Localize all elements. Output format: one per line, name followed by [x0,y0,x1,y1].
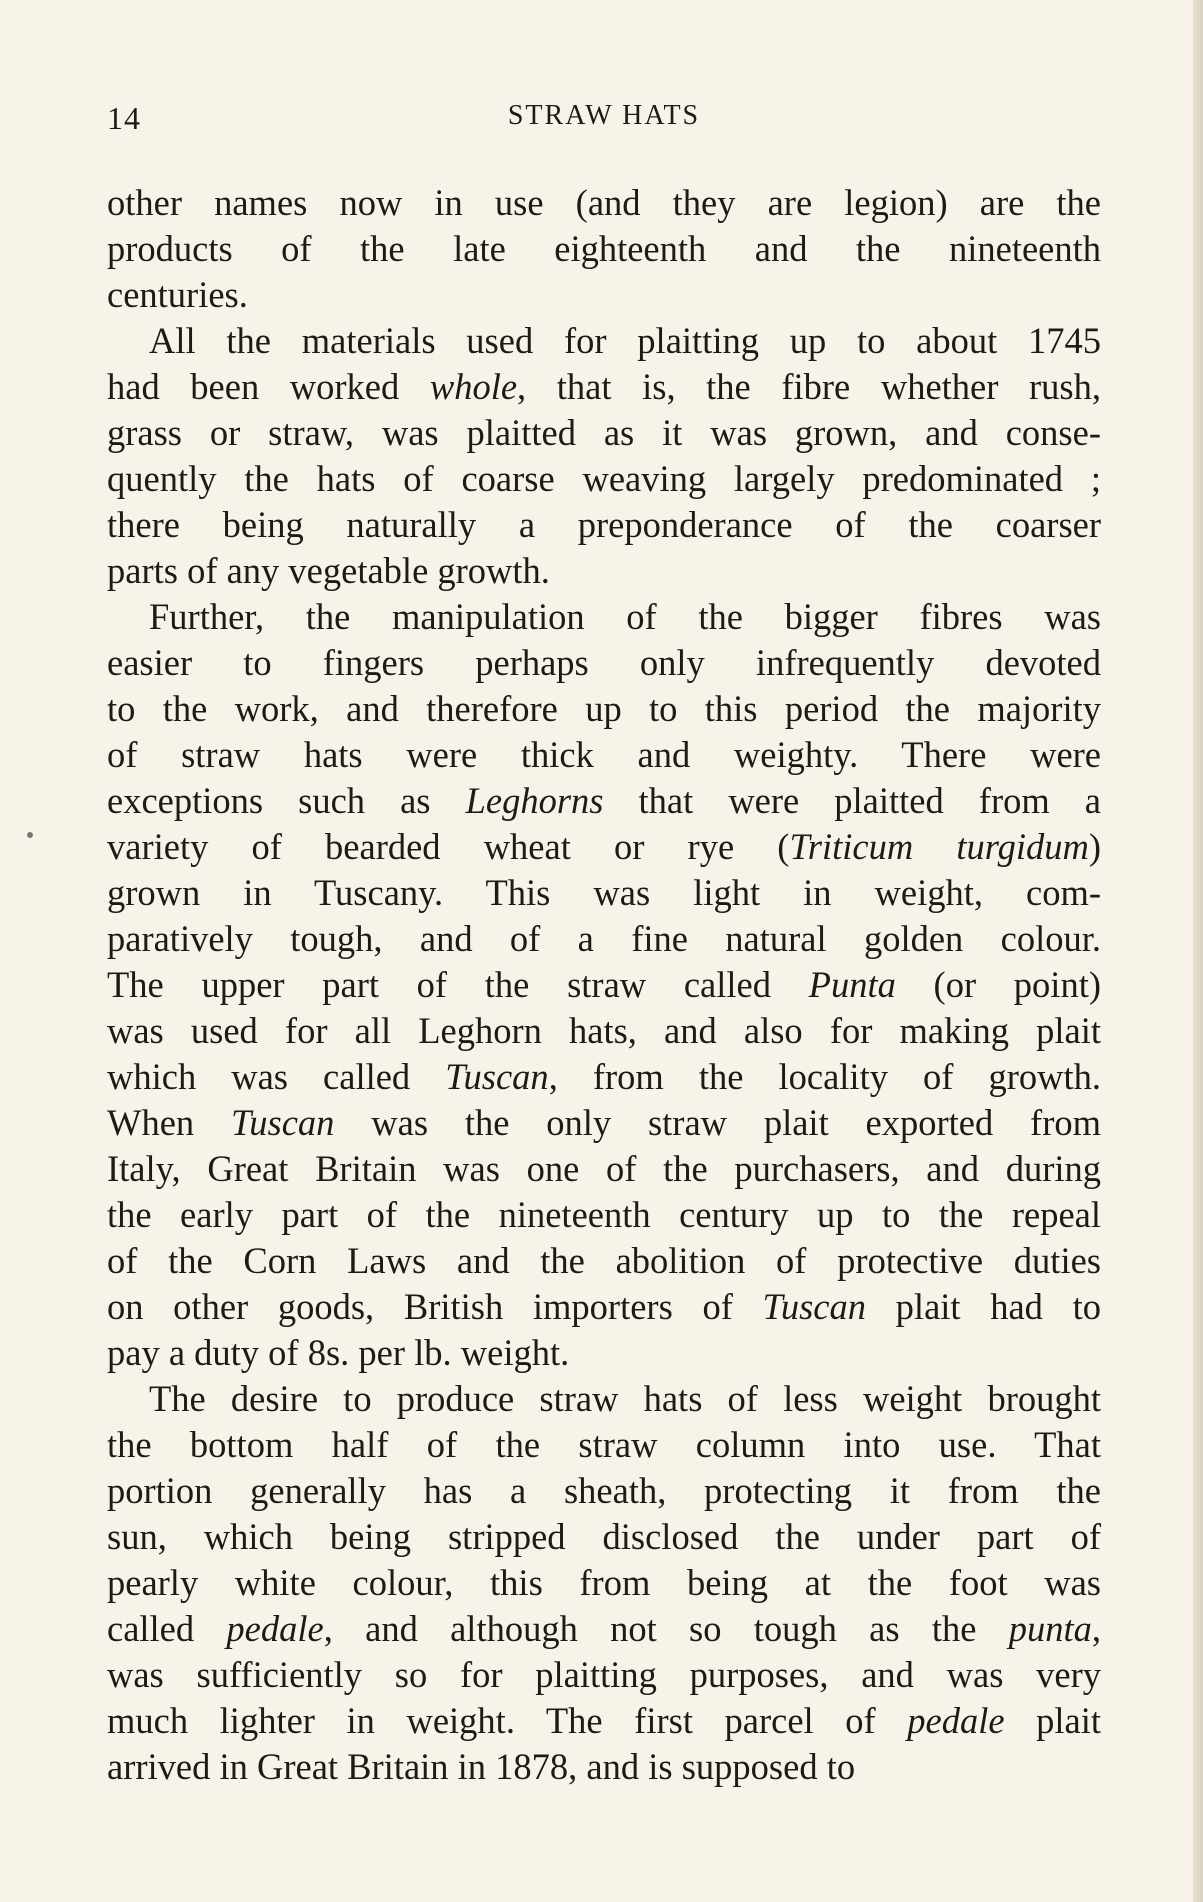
text-run: easier to fingers perhaps only infrequently devoted [107,642,1101,683]
text-line [107,1100,1101,1146]
text-run: arrived in Great Britain in 1878, and is supposed to [107,1746,856,1787]
text-line [107,1422,1101,1468]
text-run: on other goods, British importers of [107,1286,763,1327]
body-text [107,180,1101,1790]
text-run: Italy, Great Britain was one of the purchasers, and during [107,1148,1101,1189]
text-line [107,1698,1101,1744]
text-line [107,410,1101,456]
text-run: (or point) [895,964,1101,1005]
print-speck [27,832,33,838]
text-run: All the materials used for plaitting up to about 1745 [149,320,1101,361]
text-run: sun, which being stripped disclosed the under part of [107,1516,1101,1557]
italic-term: Triticum turgidum [789,826,1089,867]
text-line [107,824,1101,870]
text-line [107,870,1101,916]
text-run: The desire to produce straw hats of less weight brought [149,1378,1101,1419]
text-run: parts of any vegetable growth. [107,550,550,591]
text-run: , and although not so tough as the [323,1608,1009,1649]
text-run: was used for all Leghorn hats, and also for making plait [107,1010,1101,1051]
text-run: paratively tough, and of a fine natural golden colour. [107,918,1101,959]
text-line [107,1744,1101,1790]
italic-term: pedale [226,1608,324,1649]
text-line [107,916,1101,962]
text-run: called [107,1608,227,1649]
italic-term: Punta [808,964,896,1005]
text-run: products of the late eighteenth and the nineteenth [107,228,1101,269]
text-run: which was called [107,1056,446,1097]
italic-term: Tuscan [762,1286,866,1327]
text-run: quently the hats of coarse weaving largely predominated ; [107,458,1101,499]
text-run: had been worked [107,366,430,407]
text-run: ) [1088,826,1101,867]
text-line [107,272,1101,318]
text-line [107,1514,1101,1560]
text-line [107,778,1101,824]
text-run: , from the locality of growth. [548,1056,1101,1097]
italic-term: Tuscan [230,1102,335,1143]
text-run: plait [1004,1700,1101,1741]
text-run: other names now in use (and they are legion) are the [107,182,1101,223]
running-head: STRAW HATS [507,100,701,131]
italic-term: pedale [907,1700,1005,1741]
text-line [107,1330,1101,1376]
text-run: pay a duty of 8s. per lb. weight. [107,1332,570,1373]
italic-term: whole [429,366,518,407]
text-run: The upper part of the straw called [107,964,809,1005]
text-run: grass or straw, was plaitted as it was grown, and conse- [107,412,1101,453]
text-line [107,640,1101,686]
text-run: exceptions such as [107,780,466,821]
text-line [107,180,1101,226]
text-line [107,226,1101,272]
italic-term: Tuscan [445,1056,549,1097]
text-line [107,1560,1101,1606]
text-line [107,1606,1101,1652]
text-line [107,1652,1101,1698]
text-run: plait had to [866,1286,1101,1327]
page-number: 14 [107,100,141,136]
text-run: was the only straw plait exported from [334,1102,1102,1143]
text-run: to the work, and therefore up to this period the majority [107,688,1101,729]
text-line [107,1468,1101,1514]
text-line [107,1008,1101,1054]
text-run: of straw hats were thick and weighty. There were [107,734,1101,775]
text-line [107,594,1101,640]
text-line [107,686,1101,732]
text-line [107,456,1101,502]
text-run: portion generally has a sheath, protecting it from the [107,1470,1101,1511]
italic-term: punta [1008,1608,1092,1649]
text-line [107,318,1101,364]
text-line [107,1192,1101,1238]
text-run: When [107,1102,231,1143]
text-run: grown in Tuscany. This was light in weight, com- [107,872,1101,913]
text-run: variety of bearded wheat or rye ( [107,826,790,867]
text-line [107,732,1101,778]
page-header [107,100,1101,140]
text-line [107,548,1101,594]
text-line [107,962,1101,1008]
text-run: , that is, the fibre whether rush, [517,366,1101,407]
text-run: that were plaitted from a [603,780,1102,821]
text-line [107,502,1101,548]
text-line [107,1238,1101,1284]
text-run: of the Corn Laws and the abolition of protective duties [107,1240,1101,1281]
text-run: centuries. [107,274,248,315]
text-run: , [1091,1608,1101,1649]
text-line [107,1284,1101,1330]
page-edge [1193,0,1203,1902]
text-run: much lighter in weight. The first parcel of [107,1700,908,1741]
text-run: there being naturally a preponderance of the coarser [107,504,1101,545]
text-line [107,364,1101,410]
italic-term: Leghorns [465,780,604,821]
text-line [107,1054,1101,1100]
text-run: pearly white colour, this from being at the foot was [107,1562,1101,1603]
text-run: Further, the manipulation of the bigger fibres was [149,596,1101,637]
text-run: the bottom half of the straw column into use. That [107,1424,1101,1465]
text-run: was sufficiently so for plaitting purposes, and was very [107,1654,1101,1695]
text-run: the early part of the nineteenth century up to the repeal [107,1194,1101,1235]
text-line [107,1146,1101,1192]
text-line [107,1376,1101,1422]
